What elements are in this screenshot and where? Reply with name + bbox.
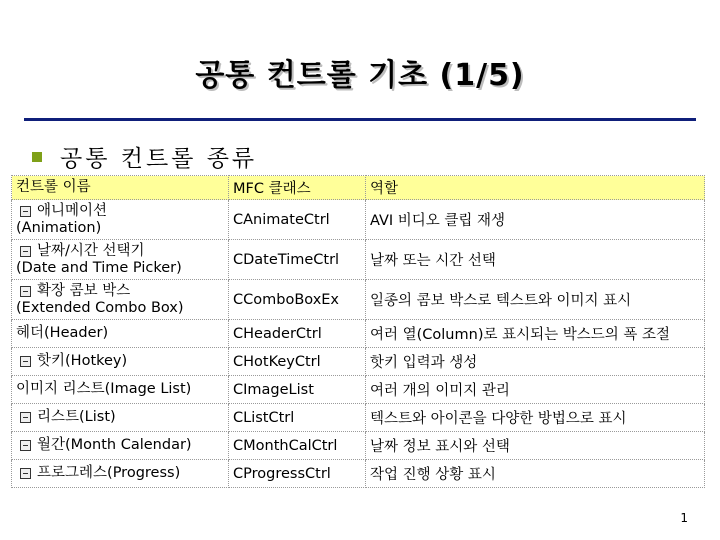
- month-calendar-icon: [20, 440, 31, 451]
- table-row: [12, 404, 705, 432]
- combo-box-ex-icon: [20, 286, 31, 297]
- mfc-class-cell: CAnimateCtrl: [229, 200, 366, 240]
- title-divider: [24, 118, 696, 121]
- list-icon: [20, 412, 31, 423]
- mfc-class-cell: CComboBoxEx: [229, 280, 366, 320]
- control-name-text: 프로그레스(Progress): [37, 465, 181, 481]
- bullet-square-icon: [32, 152, 42, 162]
- role-cell: 여러 열(Column)로 표시되는 박스드의 폭 조절: [366, 320, 705, 348]
- mfc-class-cell: CImageList: [229, 376, 366, 404]
- hotkey-icon: [20, 356, 31, 367]
- mfc-class-cell: CHotKeyCtrl: [229, 348, 366, 376]
- role-cell: AVI 비디오 클립 재생: [366, 200, 705, 240]
- control-name-text: 날짜/시간 선택기: [37, 242, 145, 259]
- control-name-text: 이미지 리스트(Image List): [16, 381, 192, 397]
- control-name-text: (Animation): [16, 219, 102, 236]
- control-name-cell: [12, 348, 229, 376]
- table-row: [12, 240, 705, 280]
- page-number: 1: [680, 511, 688, 525]
- control-name-text: (Date and Time Picker): [16, 259, 182, 276]
- header-control-name: 컨트롤 이름: [12, 176, 229, 200]
- control-name-cell: [12, 404, 229, 432]
- role-cell: 여러 개의 이미지 관리: [366, 376, 705, 404]
- table-row: [12, 320, 705, 348]
- date-time-picker-icon: [20, 246, 31, 257]
- control-name-cell: [12, 280, 229, 320]
- mfc-class-cell: CDateTimeCtrl: [229, 240, 366, 280]
- control-name-cell: [12, 460, 229, 488]
- control-name-cell: [12, 320, 229, 348]
- control-name-text: 리스트(List): [37, 409, 116, 425]
- role-cell: 날짜 또는 시간 선택: [366, 240, 705, 280]
- mfc-class-cell: CListCtrl: [229, 404, 366, 432]
- control-name-cell: [12, 200, 229, 240]
- table-row: [12, 280, 705, 320]
- controls-table: [11, 175, 705, 488]
- role-cell: 일종의 콤보 박스로 텍스트와 이미지 표시: [366, 280, 705, 320]
- control-name-text: 월간(Month Calendar): [37, 437, 192, 453]
- table-row: [12, 460, 705, 488]
- role-cell: 텍스트와 아이콘을 다양한 방법으로 표시: [366, 404, 705, 432]
- control-name-text: 확장 콤보 박스: [37, 282, 131, 299]
- bullet-text: 공통 컨트롤 종류: [60, 146, 258, 172]
- role-cell: 작업 진행 상황 표시: [366, 460, 705, 488]
- table-row: [12, 432, 705, 460]
- header-mfc-class: MFC 클래스: [229, 176, 366, 200]
- control-name-text: (Extended Combo Box): [16, 299, 184, 316]
- bullet-item: [32, 140, 257, 173]
- header-role: 역할: [366, 176, 705, 200]
- animation-control-icon: [20, 206, 31, 217]
- table-row: [12, 200, 705, 240]
- mfc-class-cell: CProgressCtrl: [229, 460, 366, 488]
- control-name-cell: [12, 376, 229, 404]
- control-name-cell: [12, 432, 229, 460]
- control-name-text: 핫키(Hotkey): [37, 353, 128, 369]
- table-row: [12, 376, 705, 404]
- slide-title: 공통 컨트롤 기초 (1/5): [195, 58, 525, 93]
- role-cell: 핫키 입력과 생성: [366, 348, 705, 376]
- role-cell: 날짜 정보 표시와 선택: [366, 432, 705, 460]
- control-name-text: 헤더(Header): [16, 325, 109, 341]
- mfc-class-cell: CMonthCalCtrl: [229, 432, 366, 460]
- control-name-cell: [12, 240, 229, 280]
- mfc-class-cell: CHeaderCtrl: [229, 320, 366, 348]
- table-row: [12, 348, 705, 376]
- control-name-text: 애니메이션: [37, 202, 108, 219]
- table-header-row: [12, 176, 705, 200]
- progress-icon: [20, 468, 31, 479]
